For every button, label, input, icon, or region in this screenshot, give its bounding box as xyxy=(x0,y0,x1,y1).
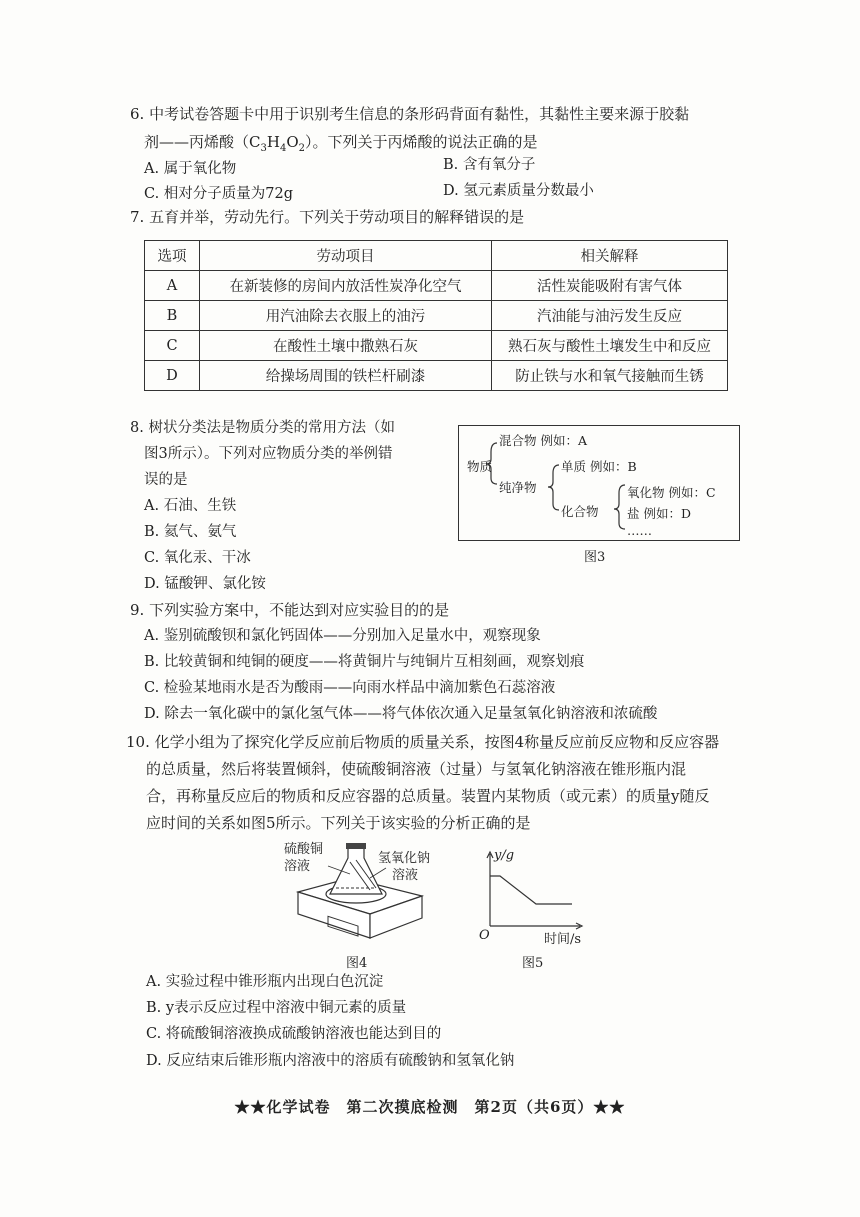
q8-option-a: A. 石油、生铁 xyxy=(144,498,237,514)
page-footer: ★★化学试卷 第二次摸底检测 第2页（共6页）★★ xyxy=(234,1098,626,1116)
tree-root: 物质 xyxy=(467,459,493,474)
table-cell: A xyxy=(145,271,200,301)
q6-option-a: A. 属于氧化物 xyxy=(144,161,237,177)
q6-stem-line2: 剂——丙烯酸$(C_3H_4O_2)$。下列关于丙烯酸的说法正确的是 xyxy=(144,133,538,154)
table-cell: D xyxy=(145,361,200,391)
table-cell: 在酸性土壤中撒熟石灰 xyxy=(200,331,492,361)
q10-option-c: C. 将硫酸铜溶液换成硫酸钠溶液也能达到目的 xyxy=(146,1026,442,1042)
q6-option-c: C. 相对分子质量为72g xyxy=(144,186,294,202)
classification-tree-diagram xyxy=(458,425,740,541)
q6-option-d: D. 氢元素质量分数最小 xyxy=(443,183,594,199)
q10-stem-line3: 合，再称量反应后的物质和反应容器的总质量。装置内某物质（或元素）的质量y随反 xyxy=(146,787,710,805)
tree-mixture: 混合物 例如：A xyxy=(499,433,588,448)
table-cell: 防止铁与水和氧气接触而生锈 xyxy=(492,361,728,391)
q8-stem-line3: 误的是 xyxy=(144,472,188,488)
q9-option-c: C. 检验某地雨水是否为酸雨——向雨水样品中滴加紫色石蕊溶液 xyxy=(144,680,556,696)
fig4-caption: 图4 xyxy=(346,956,368,971)
table-header: 选项 xyxy=(145,241,200,271)
table-cell: 给操场周围的铁栏杆刷漆 xyxy=(200,361,492,391)
q10-stem-line2: 的总质量，然后将装置倾斜，使硫酸铜溶液（过量）与氢氧化钠溶液在锥形瓶内混 xyxy=(146,760,687,778)
q10-stem-line1: 10. 化学小组为了探究化学反应前后物质的质量关系，按图4称量反应前反应物和反应容器 xyxy=(126,733,720,751)
table-header: 劳动项目 xyxy=(200,241,492,271)
q9-option-a: A. 鉴别硫酸钡和氯化钙固体——分别加入足量水中，观察现象 xyxy=(144,628,541,644)
table-row xyxy=(145,301,728,331)
fig3-caption: 图3 xyxy=(584,550,606,565)
fig4-label-cuso4: 硫酸铜 溶液 xyxy=(284,842,324,874)
table-row xyxy=(145,271,728,301)
fig5-y-label: y/g xyxy=(494,848,515,863)
tree-more: …… xyxy=(627,523,652,538)
mass-time-graph xyxy=(476,846,586,936)
table-cell: 汽油能与油污发生反应 xyxy=(492,301,728,331)
fig5-x-label: 时间/s xyxy=(544,932,582,947)
fig5-caption: 图5 xyxy=(522,956,544,971)
q9-option-b: B. 比较黄铜和纯铜的硬度——将黄铜片与纯铜片互相刻画，观察划痕 xyxy=(144,654,585,670)
q8-option-d: D. 锰酸钾、氯化铵 xyxy=(144,576,266,592)
table-cell: 熟石灰与酸性土壤发生中和反应 xyxy=(492,331,728,361)
q6-option-b: B. 含有氧分子 xyxy=(443,157,536,173)
tree-compound: 化合物 xyxy=(561,504,599,519)
table-row xyxy=(145,361,728,391)
fig5-origin: O xyxy=(479,928,490,943)
table-cell: 在新装修的房间内放活性炭净化空气 xyxy=(200,271,492,301)
q10-option-b: B. y表示反应过程中溶液中铜元素的质量 xyxy=(146,1000,407,1016)
table-row xyxy=(145,331,728,361)
q8-stem-line1: 8. 树状分类法是物质分类的常用方法（如 xyxy=(130,420,395,436)
q7-stem: 7. 五育并举，劳动先行。下列关于劳动项目的解释错误的是 xyxy=(130,208,525,226)
table-cell: 用汽油除去衣服上的油污 xyxy=(200,301,492,331)
q8-option-b: B. 氦气、氨气 xyxy=(144,524,237,540)
tree-oxide: 氧化物 例如：C xyxy=(627,485,716,500)
tree-pure: 纯净物 xyxy=(499,480,537,495)
table-cell: B xyxy=(145,301,200,331)
table-cell: 活性炭能吸附有害气体 xyxy=(492,271,728,301)
table-header-row xyxy=(145,241,728,271)
q9-stem: 9. 下列实验方案中，不能达到对应实验目的的是 xyxy=(130,601,450,619)
table-cell: C xyxy=(145,331,200,361)
labor-table xyxy=(144,240,728,391)
q10-option-d: D. 反应结束后锥形瓶内溶液中的溶质有硫酸钠和氢氧化钠 xyxy=(146,1053,515,1069)
q10-stem-line4: 应时间的关系如图5所示。下列关于该实验的分析正确的是 xyxy=(146,814,531,832)
q6-stem-line1: 6. 中考试卷答题卡中用于识别考生信息的条形码背面有黏性，其黏性主要来源于胶黏 xyxy=(130,105,690,123)
tree-element: 单质 例如：B xyxy=(561,459,637,474)
q9-option-d: D. 除去一氧化碳中的氯化氢气体——将气体依次通入足量氢氧化钠溶液和浓硫酸 xyxy=(144,706,658,722)
table-header: 相关解释 xyxy=(492,241,728,271)
fig4-label-naoh: 氢氧化钠 溶液 xyxy=(378,851,431,883)
q8-stem-line2: 图3所示）。下列对应物质分类的举例错 xyxy=(144,446,393,462)
q10-option-a: A. 实验过程中锥形瓶内出现白色沉淀 xyxy=(146,974,384,990)
q8-option-c: C. 氧化汞、干冰 xyxy=(144,550,251,566)
tree-salt: 盐 例如：D xyxy=(627,506,691,521)
